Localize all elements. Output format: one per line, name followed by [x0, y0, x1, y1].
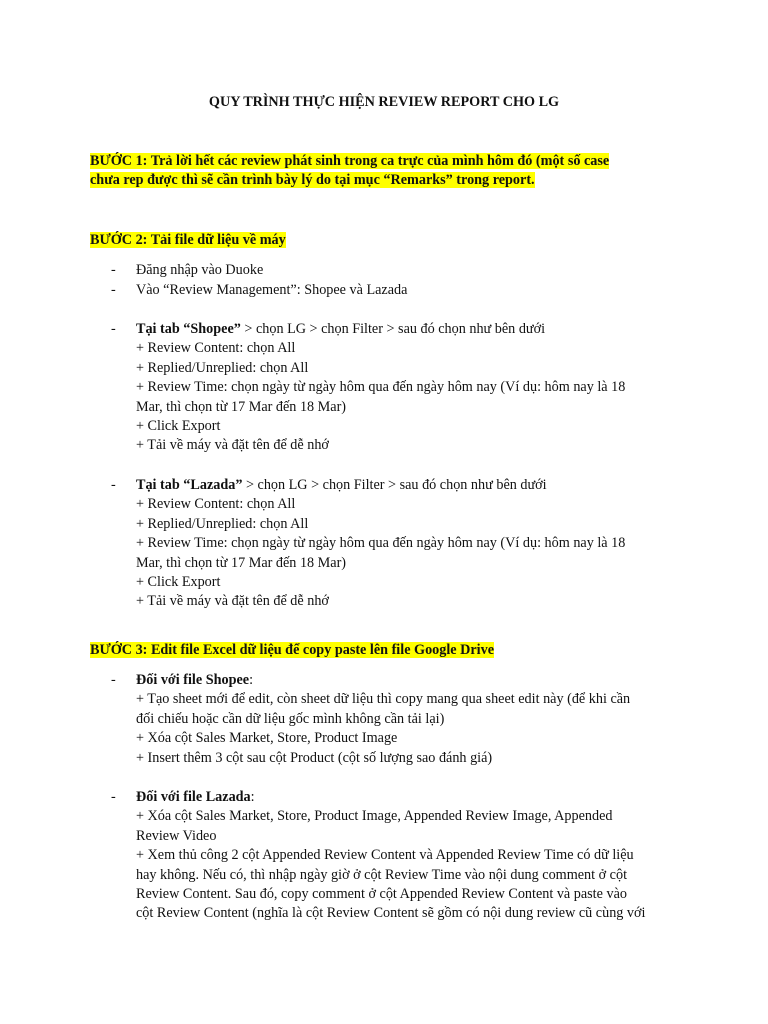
shopee-file-line: + Tạo sheet mới để edit, còn sheet dữ liệu thì copy mang qua sheet edit này (để khi cần	[136, 691, 631, 708]
lazada-line: Mar, thì chọn từ 17 Mar đến 18 Mar)	[136, 554, 347, 571]
step-2-lazada-section	[111, 476, 674, 612]
lazada-file-line: Review Content. Sau đó, copy comment ở cột Appended Review Content và paste vào	[136, 886, 627, 903]
dash-bullet: -	[111, 321, 116, 337]
step-1-line-1: BƯỚC 1: Trả lời hết các review phát sinh trong ca trực của mình hôm đó (một số case	[90, 153, 610, 169]
dash-bullet: -	[111, 282, 116, 298]
shopee-file-line: + Insert thêm 3 cột sau cột Product (cột số lượng sao đánh giá)	[136, 749, 493, 766]
lazada-file-line: + Xem thủ công 2 cột Appended Review Content và Appended Review Time có dữ liệu	[136, 847, 634, 864]
lazada-line: + Tải về máy và đặt tên để dễ nhớ	[136, 593, 329, 610]
label-colon: :	[250, 789, 255, 805]
lazada-file-line: hay không. Nếu có, thì nhập ngày giờ ở cột Review Time vào nội dung comment ở cột	[136, 866, 628, 883]
lazada-line: + Review Time: chọn ngày từ ngày hôm qua đến ngày hôm nay (Ví dụ: hôm nay là 18	[136, 535, 626, 552]
lazada-file-line: Review Video	[136, 827, 217, 844]
bullet-text: Vào “Review Management”: Shopee và Lazada	[136, 282, 408, 298]
step-3-heading	[90, 641, 690, 660]
step-3-lazada-section	[111, 788, 674, 924]
step-3-heading-text: BƯỚC 3: Edit file Excel dữ liệu để copy paste lên file Google Drive	[90, 642, 495, 658]
step-3-shopee-section	[111, 671, 674, 768]
step-2-heading	[90, 231, 690, 250]
step-1-heading	[90, 152, 690, 191]
label-colon: :	[249, 672, 254, 688]
bullet-text: Đăng nhập vào Duoke	[136, 262, 264, 278]
document-title: QUY TRÌNH THỰC HIỆN REVIEW REPORT CHO LG	[208, 94, 560, 110]
lazada-line: + Replied/Unreplied: chọn All	[136, 515, 309, 532]
dash-bullet: -	[111, 262, 116, 278]
shopee-file-label: Đối với file Shopee	[136, 672, 250, 688]
step-2-heading-text: BƯỚC 2: Tải file dữ liệu về máy	[90, 232, 286, 248]
step-2-bullet-login	[111, 261, 674, 280]
dash-bullet: -	[111, 672, 116, 688]
lazada-file-line: + Xóa cột Sales Market, Store, Product Image, Appended Review Image, Appended	[136, 808, 613, 825]
shopee-line: + Review Time: chọn ngày từ ngày hôm qua đến ngày hôm nay (Ví dụ: hôm nay là 18	[136, 379, 626, 396]
shopee-tab-label: Tại tab “Shopee”	[136, 321, 241, 337]
lazada-tab-label: Tại tab “Lazada”	[136, 477, 243, 493]
shopee-file-line: + Xóa cột Sales Market, Store, Product Image	[136, 730, 398, 747]
lazada-tab-instruction: > chọn LG > chọn Filter > sau đó chọn như bên dưới	[242, 477, 547, 493]
lazada-line: + Click Export	[136, 574, 221, 591]
shopee-file-line: đối chiếu hoặc cần dữ liệu gốc mình không cần tải lại)	[136, 710, 445, 727]
shopee-line: + Click Export	[136, 418, 221, 435]
shopee-line: + Review Content: chọn All	[136, 340, 296, 357]
shopee-line: + Tải về máy và đặt tên để dễ nhớ	[136, 437, 329, 454]
shopee-line: + Replied/Unreplied: chọn All	[136, 359, 309, 376]
dash-bullet: -	[111, 477, 116, 493]
shopee-tab-instruction: > chọn LG > chọn Filter > sau đó chọn như bên dưới	[240, 321, 546, 337]
shopee-line: Mar, thì chọn từ 17 Mar đến 18 Mar)	[136, 398, 347, 415]
lazada-file-label: Đối với file Lazada	[136, 789, 251, 805]
step-1-line-2: chưa rep được thì sẽ cần trình bày lý do tại mục “Remarks” trong report.	[90, 172, 535, 189]
lazada-file-line: cột Review Content (nghĩa là cột Review Content sẽ gồm có nội dung review cũ cùng với	[136, 905, 646, 922]
dash-bullet: -	[111, 789, 116, 805]
step-2-shopee-section	[111, 320, 674, 456]
lazada-line: + Review Content: chọn All	[136, 496, 296, 513]
step-2-bullet-review-management	[111, 281, 674, 300]
